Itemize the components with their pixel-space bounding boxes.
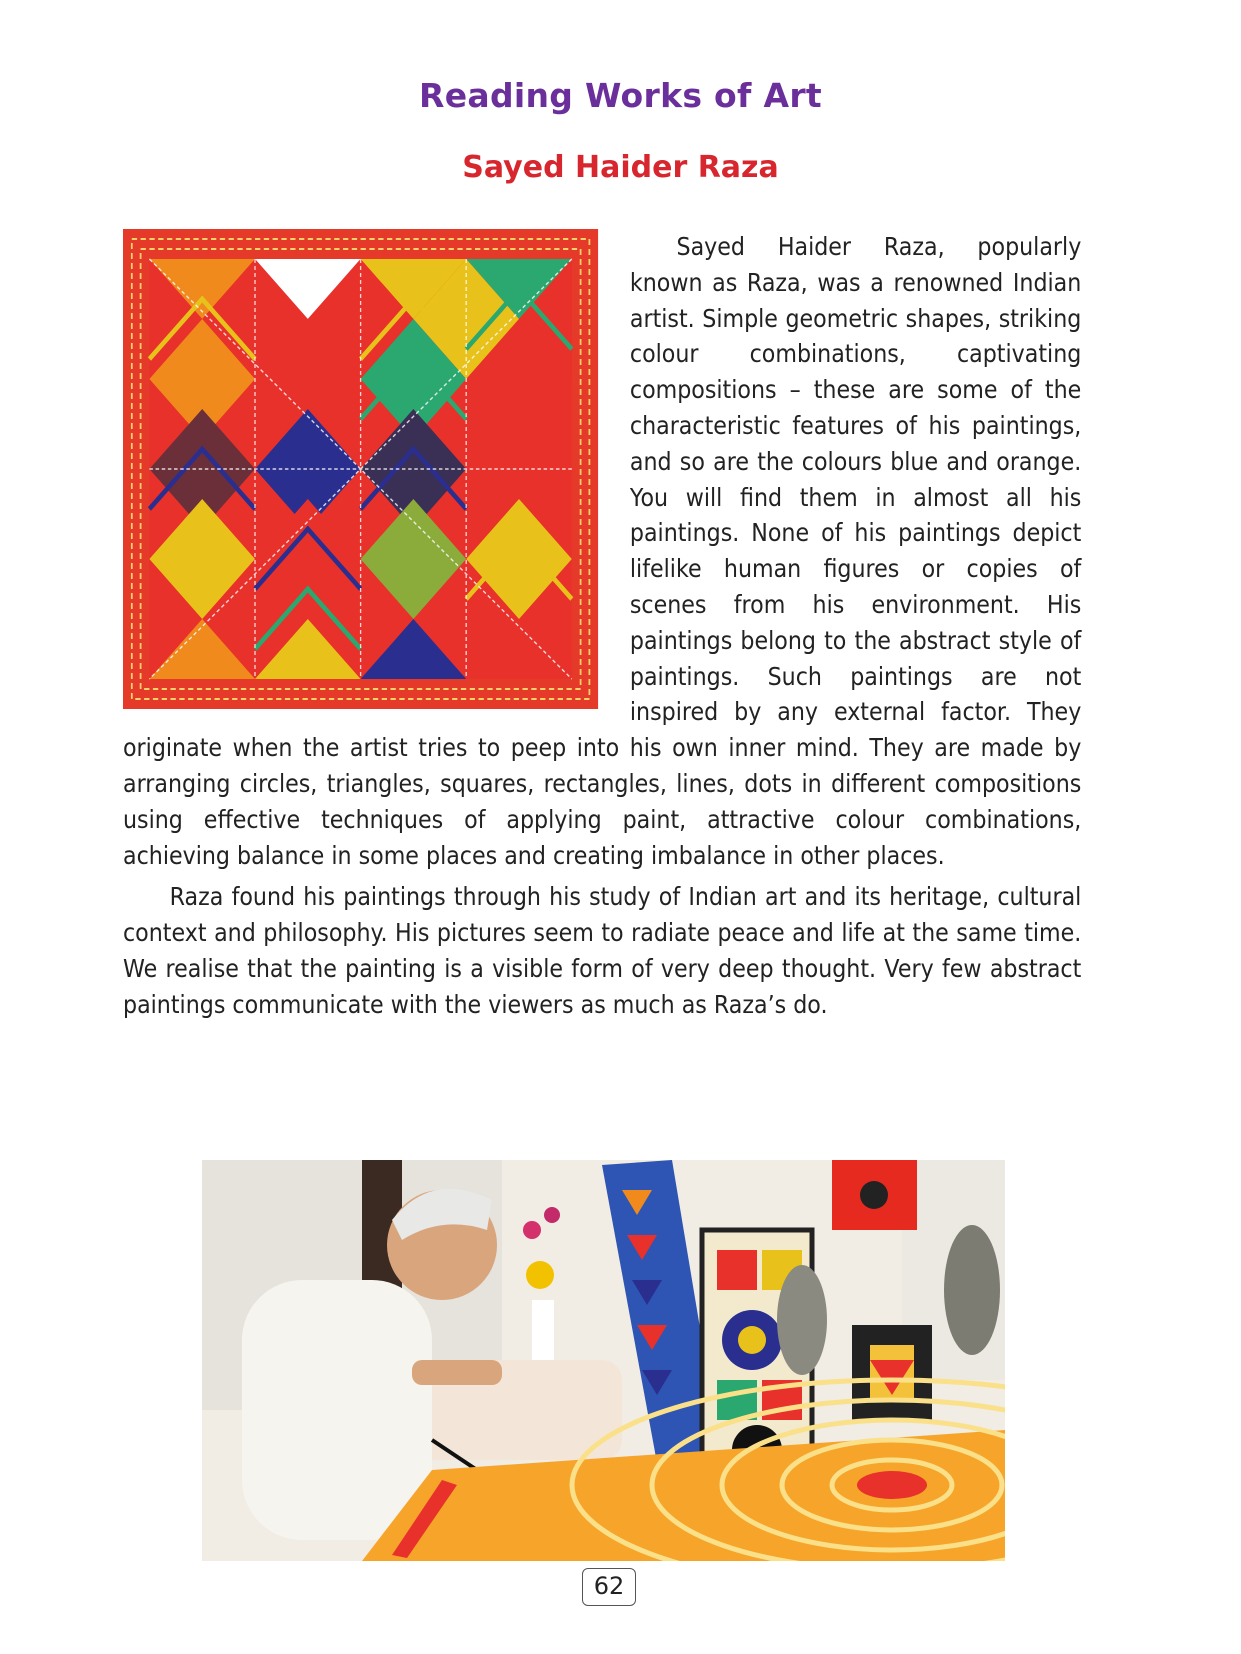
paragraph-philosophy: Raza found his paintings through his study of Indian art and its heritage, cultural context and philosophy. His pictures seem to radiate peace and life at the same time. We realise that the painting is a visible form of very deep thought. Very few abstract paintings communicate with the viewers as much as Raza’s do. [123, 882, 1082, 1019]
raza-geometric-painting [123, 229, 598, 709]
article-body [123, 229, 1081, 1023]
page-title: Reading Works of Art [419, 76, 822, 115]
section-subtitle: Sayed Haider Raza [462, 150, 779, 185]
paragraph-intro: Sayed Haider Raza, popularly known as Raza, was a renowned Indian artist. Simple geometric shapes, striking colour combinations, captivating compositions – these are some of the characteristic features of his paintings, and so are the colours blue and orange. You will find them in almost all his paintings. None of his paintings depict lifelike human figures or copies of scenes from his environment. His paintings belong to the abstract style of paintings. Such paintings are not inspired by any external factor. They originate when the artist tries to peep into his own inner mind. They are made by arranging circles, triangles, squares, rectangles, lines, dots in different compositions using effective techniques of applying paint, attractive colour combinations, achieving balance in some places and creating imbalance in other places. [123, 232, 1082, 870]
page-number: 62 [582, 1568, 636, 1606]
raza-painting-photo [202, 1160, 1005, 1561]
